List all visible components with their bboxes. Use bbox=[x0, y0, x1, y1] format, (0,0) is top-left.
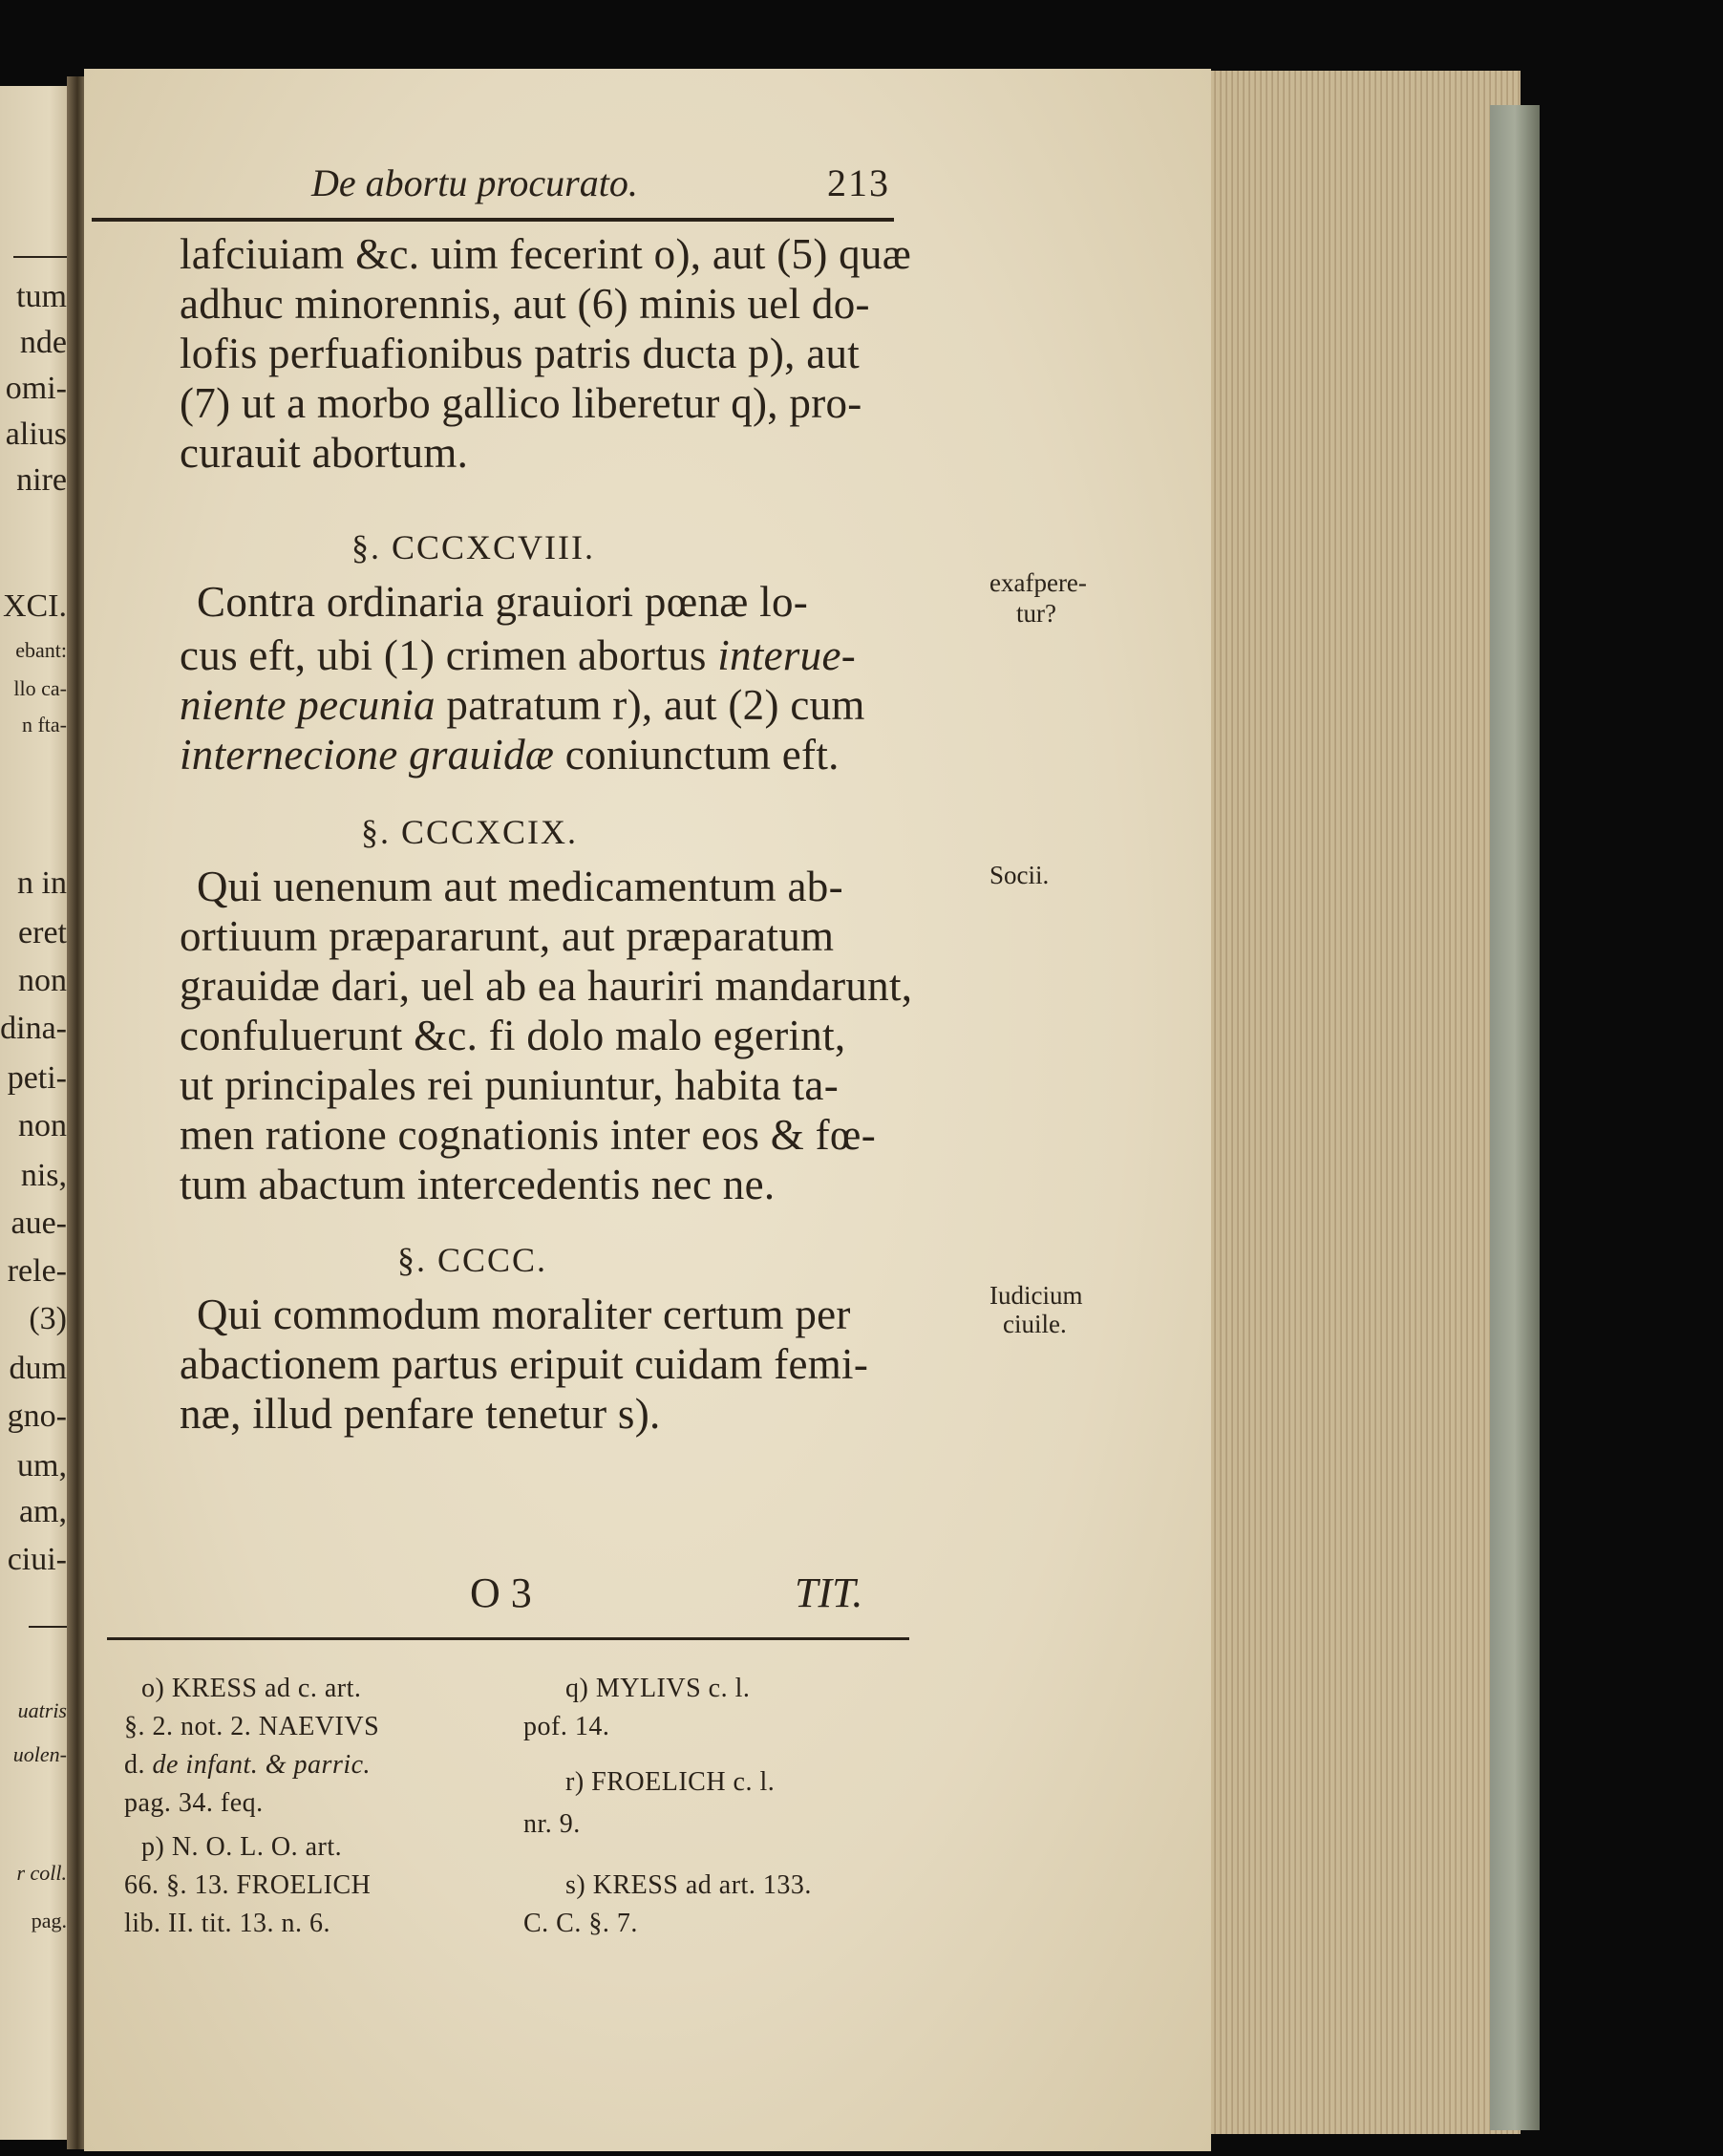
left-fragment: uolen- bbox=[12, 1742, 67, 1766]
body-line: grauidæ dari, uel ab ea hauriri mandarunt, bbox=[180, 962, 913, 1010]
left-fragment: peti- bbox=[7, 1060, 67, 1096]
margin-note: tur? bbox=[1016, 599, 1056, 628]
book-cover-edge bbox=[1490, 105, 1540, 2130]
left-page-rule bbox=[13, 256, 71, 258]
left-fragment: nde bbox=[19, 325, 67, 360]
left-fragment: llo ca- bbox=[13, 676, 67, 700]
body-line: ortiuum præpararunt, aut præparatum bbox=[180, 912, 835, 960]
footnote-rule bbox=[107, 1637, 909, 1640]
left-fragment: n in bbox=[17, 865, 67, 901]
margin-note: Socii. bbox=[989, 861, 1050, 889]
footnote-line: lib. II. tit. 13. n. 6. bbox=[124, 1909, 331, 1938]
body-line: (7) ut a morbo gallico liberetur q), pro- bbox=[180, 379, 862, 427]
body-line: Contra ordinaria grauiori pœnæ lo- bbox=[197, 578, 809, 626]
left-page-text-column bbox=[0, 86, 71, 2140]
left-fragment: XCI. bbox=[2, 588, 67, 624]
left-fragment: (3) bbox=[29, 1301, 67, 1336]
body-line: internecione grauidæ coniunctum eft. bbox=[180, 731, 840, 779]
section-number: §. CCCXCIX. bbox=[361, 813, 579, 851]
footnote-line: p) N. O. L. O. art. bbox=[141, 1832, 343, 1862]
left-fragment: nis, bbox=[20, 1158, 67, 1193]
running-head bbox=[222, 160, 902, 208]
margin-note: ciuile. bbox=[1003, 1310, 1067, 1338]
footnote-line: o) KRESS ad c. art. bbox=[141, 1674, 362, 1703]
footnote-line: nr. 9. bbox=[523, 1809, 581, 1839]
body-line: niente pecunia patratum r), aut (2) cum bbox=[180, 681, 865, 729]
body-line: confuluerunt &c. fi dolo malo egerint, bbox=[180, 1012, 846, 1059]
left-fragment: uatris bbox=[17, 1698, 67, 1722]
left-fragment: aue- bbox=[11, 1206, 67, 1241]
section-number: §. CCCC. bbox=[397, 1241, 548, 1279]
left-fragment: n fta- bbox=[21, 713, 67, 736]
left-fragment: pag. bbox=[31, 1909, 67, 1932]
left-fragment: non bbox=[18, 1108, 67, 1143]
body-line: curauit abortum. bbox=[180, 429, 469, 477]
left-page-foot-rule bbox=[29, 1626, 71, 1628]
left-fragment: non bbox=[18, 963, 67, 998]
footnote-line: §. 2. not. 2. NAEVIVS bbox=[124, 1712, 380, 1741]
body-line: lofis perfuafionibus patris ducta p), aut bbox=[180, 330, 861, 377]
left-page-edge bbox=[0, 86, 71, 2140]
footnote-line: s) KRESS ad art. 133. bbox=[565, 1870, 812, 1900]
running-title: De abortu procurato. bbox=[311, 161, 638, 204]
left-fragment: ciui- bbox=[7, 1542, 67, 1577]
body-line: adhuc minorennis, aut (6) minis uel do- bbox=[180, 280, 870, 328]
left-fragment: rele- bbox=[7, 1253, 67, 1289]
body-line: tum abactum intercedentis nec ne. bbox=[180, 1161, 776, 1208]
margin-note: exafpere- bbox=[989, 568, 1087, 597]
footnote-line: q) MYLIVS c. l. bbox=[565, 1674, 751, 1703]
left-fragment: dum bbox=[9, 1351, 67, 1386]
body-line: cus eft, ubi (1) crimen abortus interue- bbox=[180, 631, 857, 679]
body-line: Qui uenenum aut medicamentum ab- bbox=[197, 863, 843, 910]
footnote-line: C. C. §. 7. bbox=[523, 1909, 638, 1938]
footnote-line: r) FROELICH c. l. bbox=[565, 1767, 776, 1797]
footnote-line: pof. 14. bbox=[523, 1712, 610, 1741]
section-number: §. CCCXCVIII. bbox=[351, 528, 596, 566]
page-number: 213 bbox=[827, 161, 890, 204]
footnote-line: 66. §. 13. FROELICH bbox=[124, 1870, 372, 1900]
left-fragment: alius bbox=[5, 416, 67, 452]
right-page bbox=[84, 69, 1211, 2151]
body-line: lafciuiam &c. uim fecerint o), aut (5) quæ bbox=[180, 230, 912, 278]
left-fragment: ebant: bbox=[15, 638, 67, 662]
left-fragment: tum bbox=[16, 279, 67, 314]
left-fragment: gno- bbox=[7, 1398, 67, 1434]
catchword: TIT. bbox=[795, 1569, 863, 1616]
body-line: ut principales rei puniuntur, habita ta- bbox=[180, 1061, 839, 1109]
signature-mark: O 3 bbox=[470, 1569, 532, 1616]
margin-note: Iudicium bbox=[989, 1281, 1083, 1310]
body-line: men ratione cognationis inter eos & fœ- bbox=[180, 1111, 876, 1159]
left-fragment: dina- bbox=[0, 1011, 67, 1046]
left-fragment: eret bbox=[18, 915, 67, 950]
left-fragment: nire bbox=[16, 462, 67, 498]
footnote-line: pag. 34. feq. bbox=[124, 1788, 264, 1818]
left-fragment: am, bbox=[18, 1494, 67, 1529]
header-rule bbox=[92, 218, 894, 222]
left-fragment: um, bbox=[17, 1448, 67, 1484]
body-line: abactionem partus eripuit cuidam femi- bbox=[180, 1340, 869, 1388]
body-line: næ, illud penfare tenetur s). bbox=[180, 1390, 661, 1438]
left-fragment: r coll. bbox=[16, 1861, 67, 1885]
body-line: Qui commodum moraliter certum per bbox=[197, 1291, 851, 1338]
left-fragment: omi- bbox=[5, 371, 67, 406]
page-fore-edge bbox=[1205, 71, 1521, 2134]
footnote-line: d. de infant. & parric. bbox=[124, 1750, 372, 1780]
